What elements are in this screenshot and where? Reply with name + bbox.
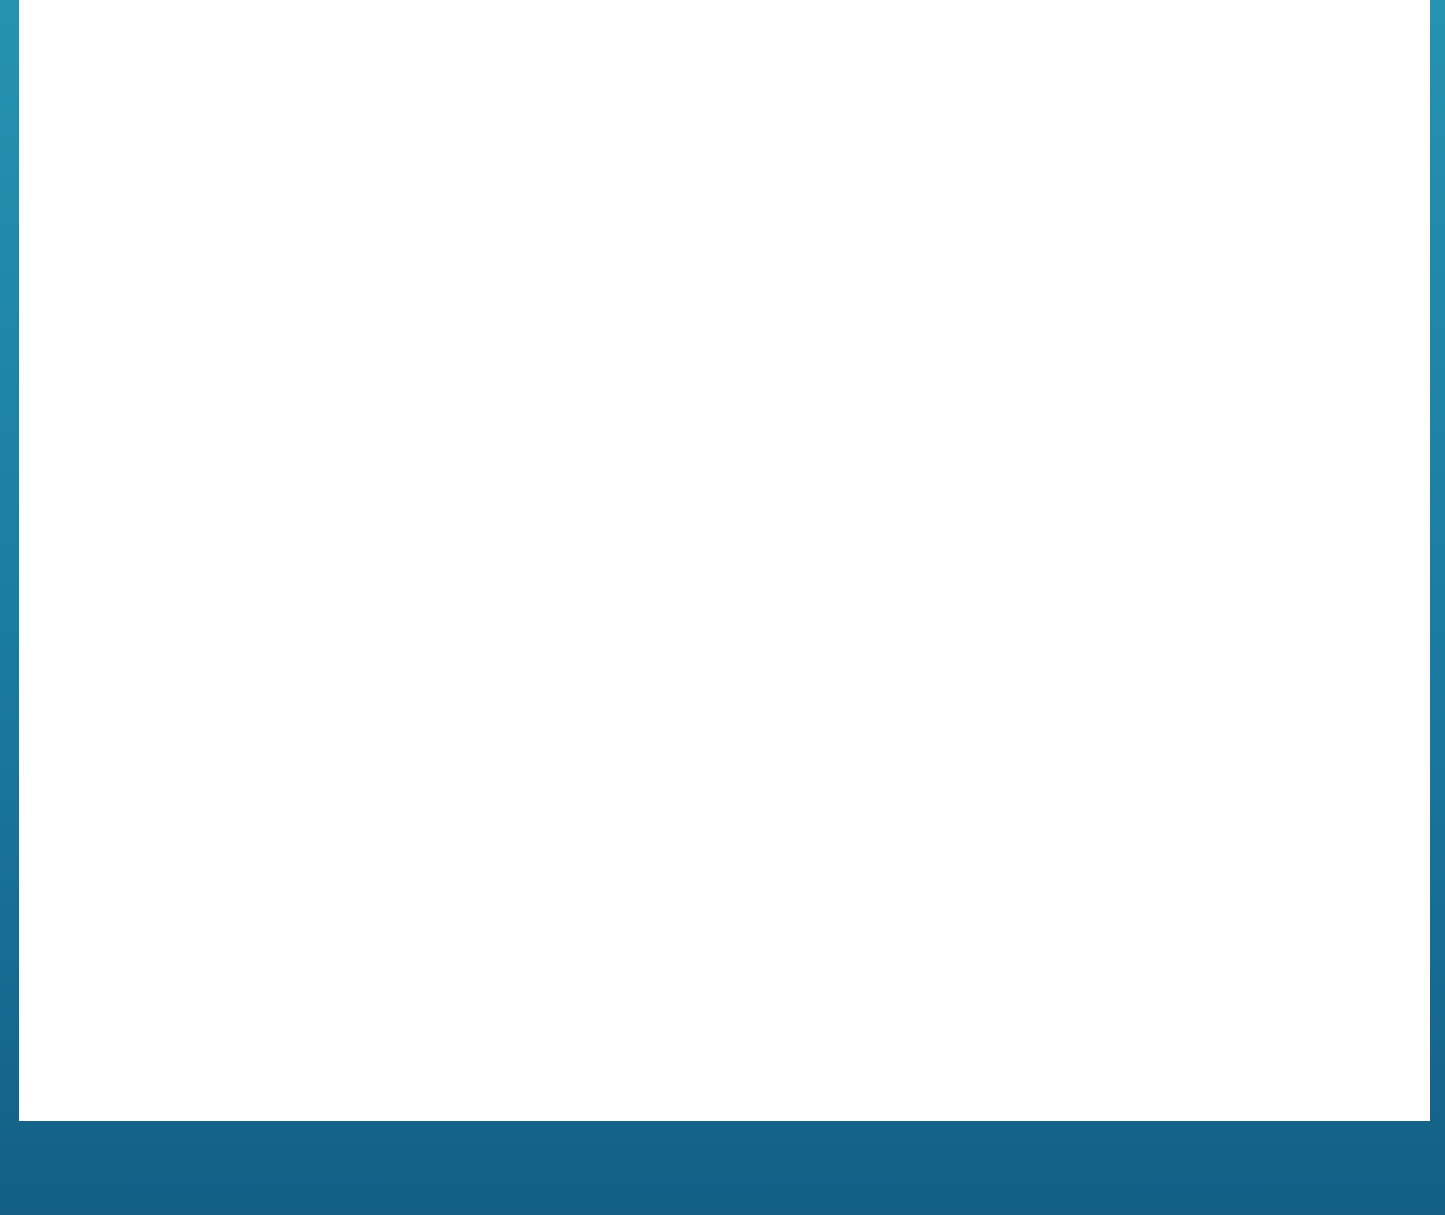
spec-table-container xyxy=(19,0,1430,1121)
